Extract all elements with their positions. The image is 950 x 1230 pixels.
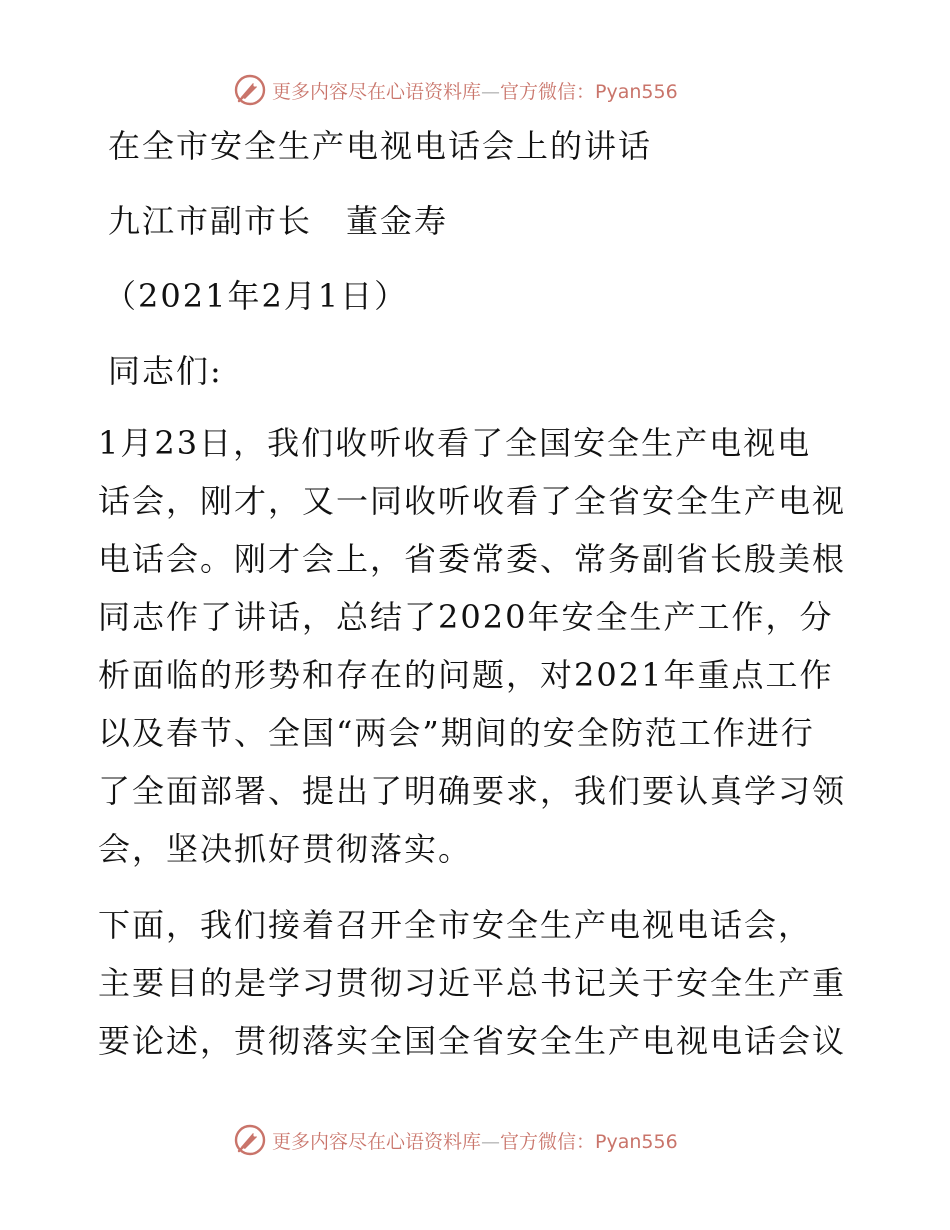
banner-contact-prefix: 官方微信： [500,1130,596,1153]
banner-dash: — [481,80,501,103]
paragraph-1-line: 话会，刚才，又一同收听收看了全省安全生产电视 [98,482,847,520]
banner-text [272,1127,678,1154]
speaker-line: 九江市副市长 董金寿 [108,202,449,240]
banner-main-text: 更多内容尽在心语资料库 [272,1130,482,1153]
paragraph-1-line: 以及春节、全国“两会”期间的安全防范工作进行 [98,714,815,752]
banner-dash: — [481,1130,501,1153]
paragraph-1-line: 同志作了讲话，总结了2020年安全生产工作，分 [98,598,834,636]
paragraph-2-line: 下面，我们接着召开全市安全生产电视电话会， [98,906,813,944]
date-line: （2021年2月1日） [104,277,409,315]
banner-text [272,77,678,104]
footer-banner [234,1122,734,1158]
paragraph-1-line: 会，坚决抓好贯彻落实。 [98,830,473,868]
paragraph-1 [98,414,858,878]
paragraph-1-line: 电话会。刚才会上，省委常委、常务副省长殷美根 [98,540,847,578]
banner-contact-handle: Pyan556 [595,1130,678,1153]
document-title: 在全市安全生产电视电话会上的讲话 [108,127,653,165]
banner-main-text: 更多内容尽在心语资料库 [272,80,482,103]
paragraph-1-line: 析面临的形势和存在的问题，对2021年重点工作 [98,656,834,694]
paragraph-2-line: 要论述，贯彻落实全国全省安全生产电视电话会议 [98,1022,847,1060]
paragraph-1-line: 了全面部署、提出了明确要求，我们要认真学习领 [98,772,847,810]
paragraph-2-line: 主要目的是学习贯彻习近平总书记关于安全生产重 [98,964,847,1002]
paragraph-1-line: 1月23日，我们收听收看了全国安全生产电视电 [98,424,812,462]
pen-nib-logo-icon [234,74,266,106]
banner-contact-handle: Pyan556 [595,80,678,103]
header-banner [234,72,734,108]
salutation: 同志们: [108,352,223,390]
banner-contact-prefix: 官方微信： [500,80,596,103]
pen-nib-logo-icon [234,1124,266,1156]
paragraph-2 [98,896,858,1070]
